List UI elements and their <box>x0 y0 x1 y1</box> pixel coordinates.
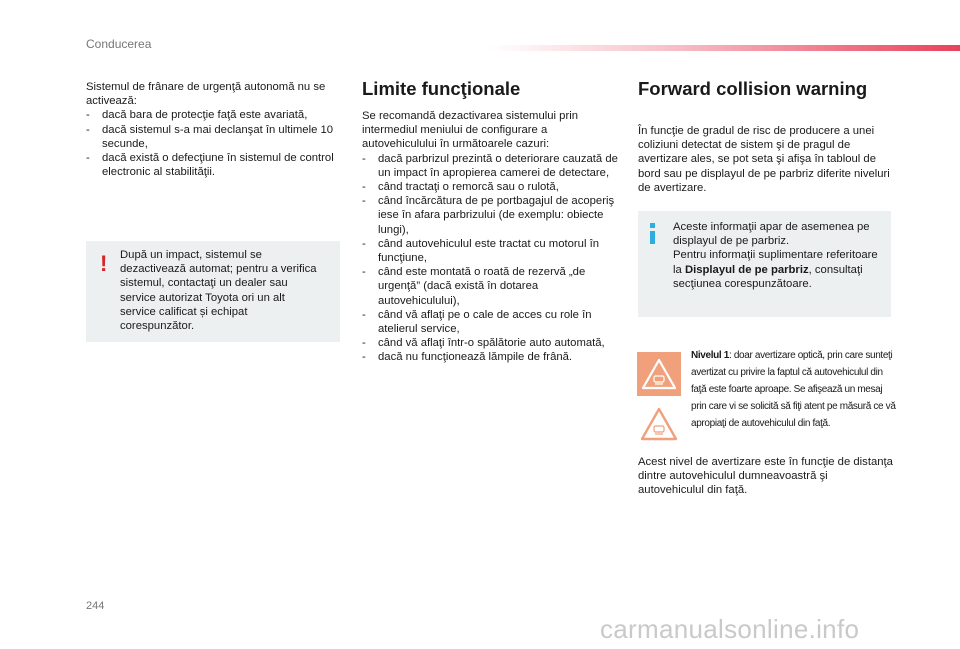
list-item: - când este montată o roată de rezervă „de urgenţă” (dacă există în dotarea autovehiculului), <box>362 265 618 308</box>
list-item: - când încărcătura de pe portbagajul de acoperiş iese în afara parbrizului (de exemplu: obiecte lungi), <box>362 194 618 237</box>
list-item: - când vă aflaţi pe o cale de acces cu role în atelierul service, <box>362 308 618 336</box>
right-outro: Acest nivel de avertizare este în funcţie de distanţa dintre autovehiculul dumneavoastră şi autovehiculul din faţă. <box>638 456 893 497</box>
exclamation-icon: ! <box>100 251 108 276</box>
warning-note-box <box>86 241 340 342</box>
level1-text: : doar avertizare optică, prin care sunteţi avertizat cu privire la faptul că autovehiculul din faţă este foarte aproape. Se afişează un mesaj prin care vi se solicită să fiţi atent pe măsură ce vă apropiaţi de autovehiculul din faţă. <box>691 350 896 429</box>
page-number: 244 <box>86 600 105 612</box>
list-item: - dacă sistemul s-a mai declanşat în ultimele 10 secunde, <box>86 123 342 151</box>
info-note-line2: Pentru informaţii suplimentare referitoare la Displayul de pe parbriz, consultaţi secţiunea corespunzătoare. <box>673 249 878 290</box>
info-note-box <box>638 211 891 317</box>
level1-outline-warning-icon <box>637 402 681 446</box>
info-icon <box>650 223 655 244</box>
list-item: - dacă există o defecţiune în sistemul de control electronic al stabilităţii. <box>86 151 342 179</box>
left-intro: Sistemul de frânare de urgenţă autonomă nu se activează: <box>86 81 326 108</box>
watermark-text: carmanualsonline.info <box>600 614 860 644</box>
left-column <box>86 80 342 179</box>
list-item: - când vă aflaţi într-o spălătorie auto automată, <box>362 336 618 350</box>
warning-note-text: După un impact, sistemul se dezactivează automat; pentru a verifica sistemul, contactaţi un dealer sau service autorizat Toyota ori un alt service calificat și echipat corespunzător. <box>120 249 317 333</box>
list-item: - când tractaţi o remorcă sau o rulotă, <box>362 180 618 194</box>
right-intro: În funcţie de gradul de risc de producere a unei coliziuni detectat de sistem şi de pragul de avertizare ales, se pot seta şi afişa în tabloul de bord sau pe displayul de pe parbriz diferite niveluri de avertizare. <box>638 125 890 194</box>
level1-filled-warning-icon <box>637 352 681 396</box>
middle-list <box>362 152 618 365</box>
level1-description <box>691 347 899 432</box>
left-list <box>86 108 342 179</box>
section-title: Conducerea <box>86 37 152 51</box>
info-note-line1: Aceste informaţii apar de asemenea pe displayul de pe parbriz. <box>673 221 870 248</box>
header-accent-bar <box>490 45 960 51</box>
list-item: - dacă parbrizul prezintă o deteriorare cauzată de un impact în apropierea camerei de detectare, <box>362 152 618 180</box>
list-item: - când autovehiculul este tractat cu motorul în funcţiune, <box>362 237 618 265</box>
list-item: - dacă bara de protecţie faţă este avariată, <box>86 108 342 122</box>
list-item: - dacă nu funcţionează lămpile de frână. <box>362 350 618 364</box>
heading-limite-functionale: Limite funcţionale <box>362 78 521 99</box>
info-note-bold-ref: Displayul de pe parbriz <box>684 263 809 276</box>
heading-forward-collision-warning: Forward collision warning <box>638 78 868 99</box>
middle-intro: Se recomandă dezactivarea sistemului prin intermediul meniului de configurare a autovehiculului în următoarele cazuri: <box>362 110 579 151</box>
info-note-text <box>673 220 885 291</box>
middle-column <box>362 109 618 365</box>
level1-label: Nivelul 1 <box>691 350 729 361</box>
